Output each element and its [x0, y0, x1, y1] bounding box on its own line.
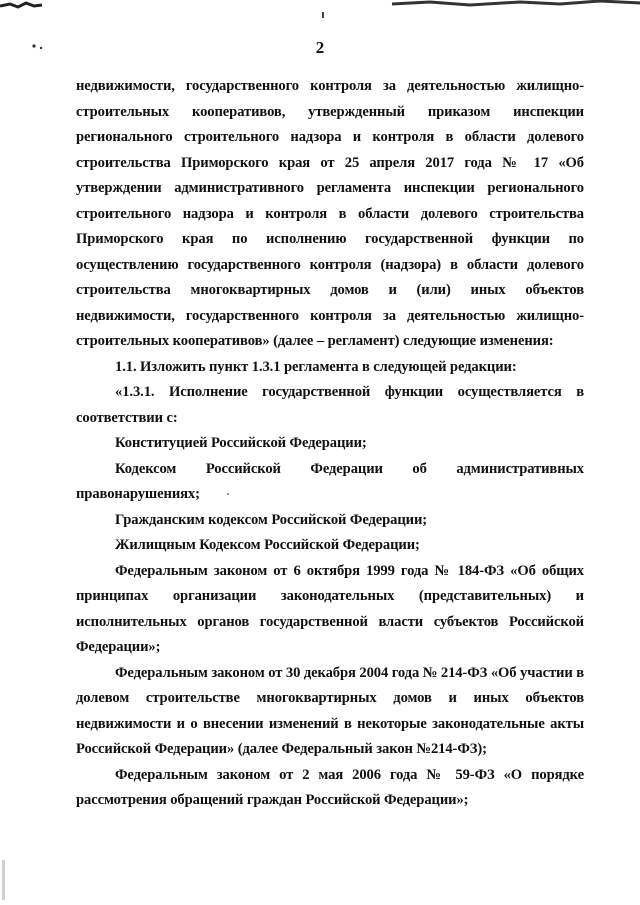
list-item-law-184: Федеральным законом от 6 октября 1999 года № 184-ФЗ «Об общих принципах организации законодательных (представительных) и исполнительных органов государственной власти субъектов Российской Федерации»;: [76, 562, 584, 655]
list-item-administrative-code: Кодексом Российской Федерации об административных правонарушениях;: [76, 460, 584, 502]
list-item-law-214: Федеральным законом от 30 декабря 2004 года № 214-ФЗ «Об участии в долевом строительстве многоквартирных домов и иных объектов недвижимости и о внесении изменений в некоторые законодательные акты Российской Федерации» (далее Федеральный закон №214-ФЗ);: [76, 664, 584, 757]
list-item-housing-code: Жилищным Кодексом Российской Федерации;: [115, 537, 420, 553]
list-item-civil-code: Гражданским кодексом Российской Федерации;: [115, 511, 428, 528]
list-item-law-59: Федеральным законом от 2 мая 2006 года № 59-ФЗ «О порядке рассмотрения обращений граждан Российской Федерации»;: [76, 766, 584, 808]
page-number: 2: [315, 38, 325, 57]
list-item-constitution: Конституцией Российской Федерации;: [115, 435, 367, 451]
paragraph-item-1-1: 1.1. Изложить пункт 1.3.1 регламента в следующей редакции:: [115, 358, 517, 375]
paragraph-amendment-intro: недвижимости, государственного контроля за деятельностью жилищно-строительных кооперативов, утвержденный приказом инспекции регионального строительного надзора и контроля в области долевого строительства Приморского края от 25 апреля 2017 года № 17 «Об утверждении административного регламента инспекции регионального строительного надзора и контроля в области долевого строительства Приморского края по исполнению государственной функции по осуществлению государственного контроля (надзора) в области долевого строительства многоквартирных домов и (или) иных объектов недвижимости, государственного контроля за деятельностью жилищно-строительных кооперативов» (далее – регламент) следующие изменения:: [76, 78, 584, 349]
document-body: [76, 74, 584, 814]
paragraph-item-1-3-1: «1.3.1. Исполнение государственной функции осуществляется в соответствии с:: [76, 384, 584, 426]
scan-edge-artifacts: [0, 0, 640, 14]
